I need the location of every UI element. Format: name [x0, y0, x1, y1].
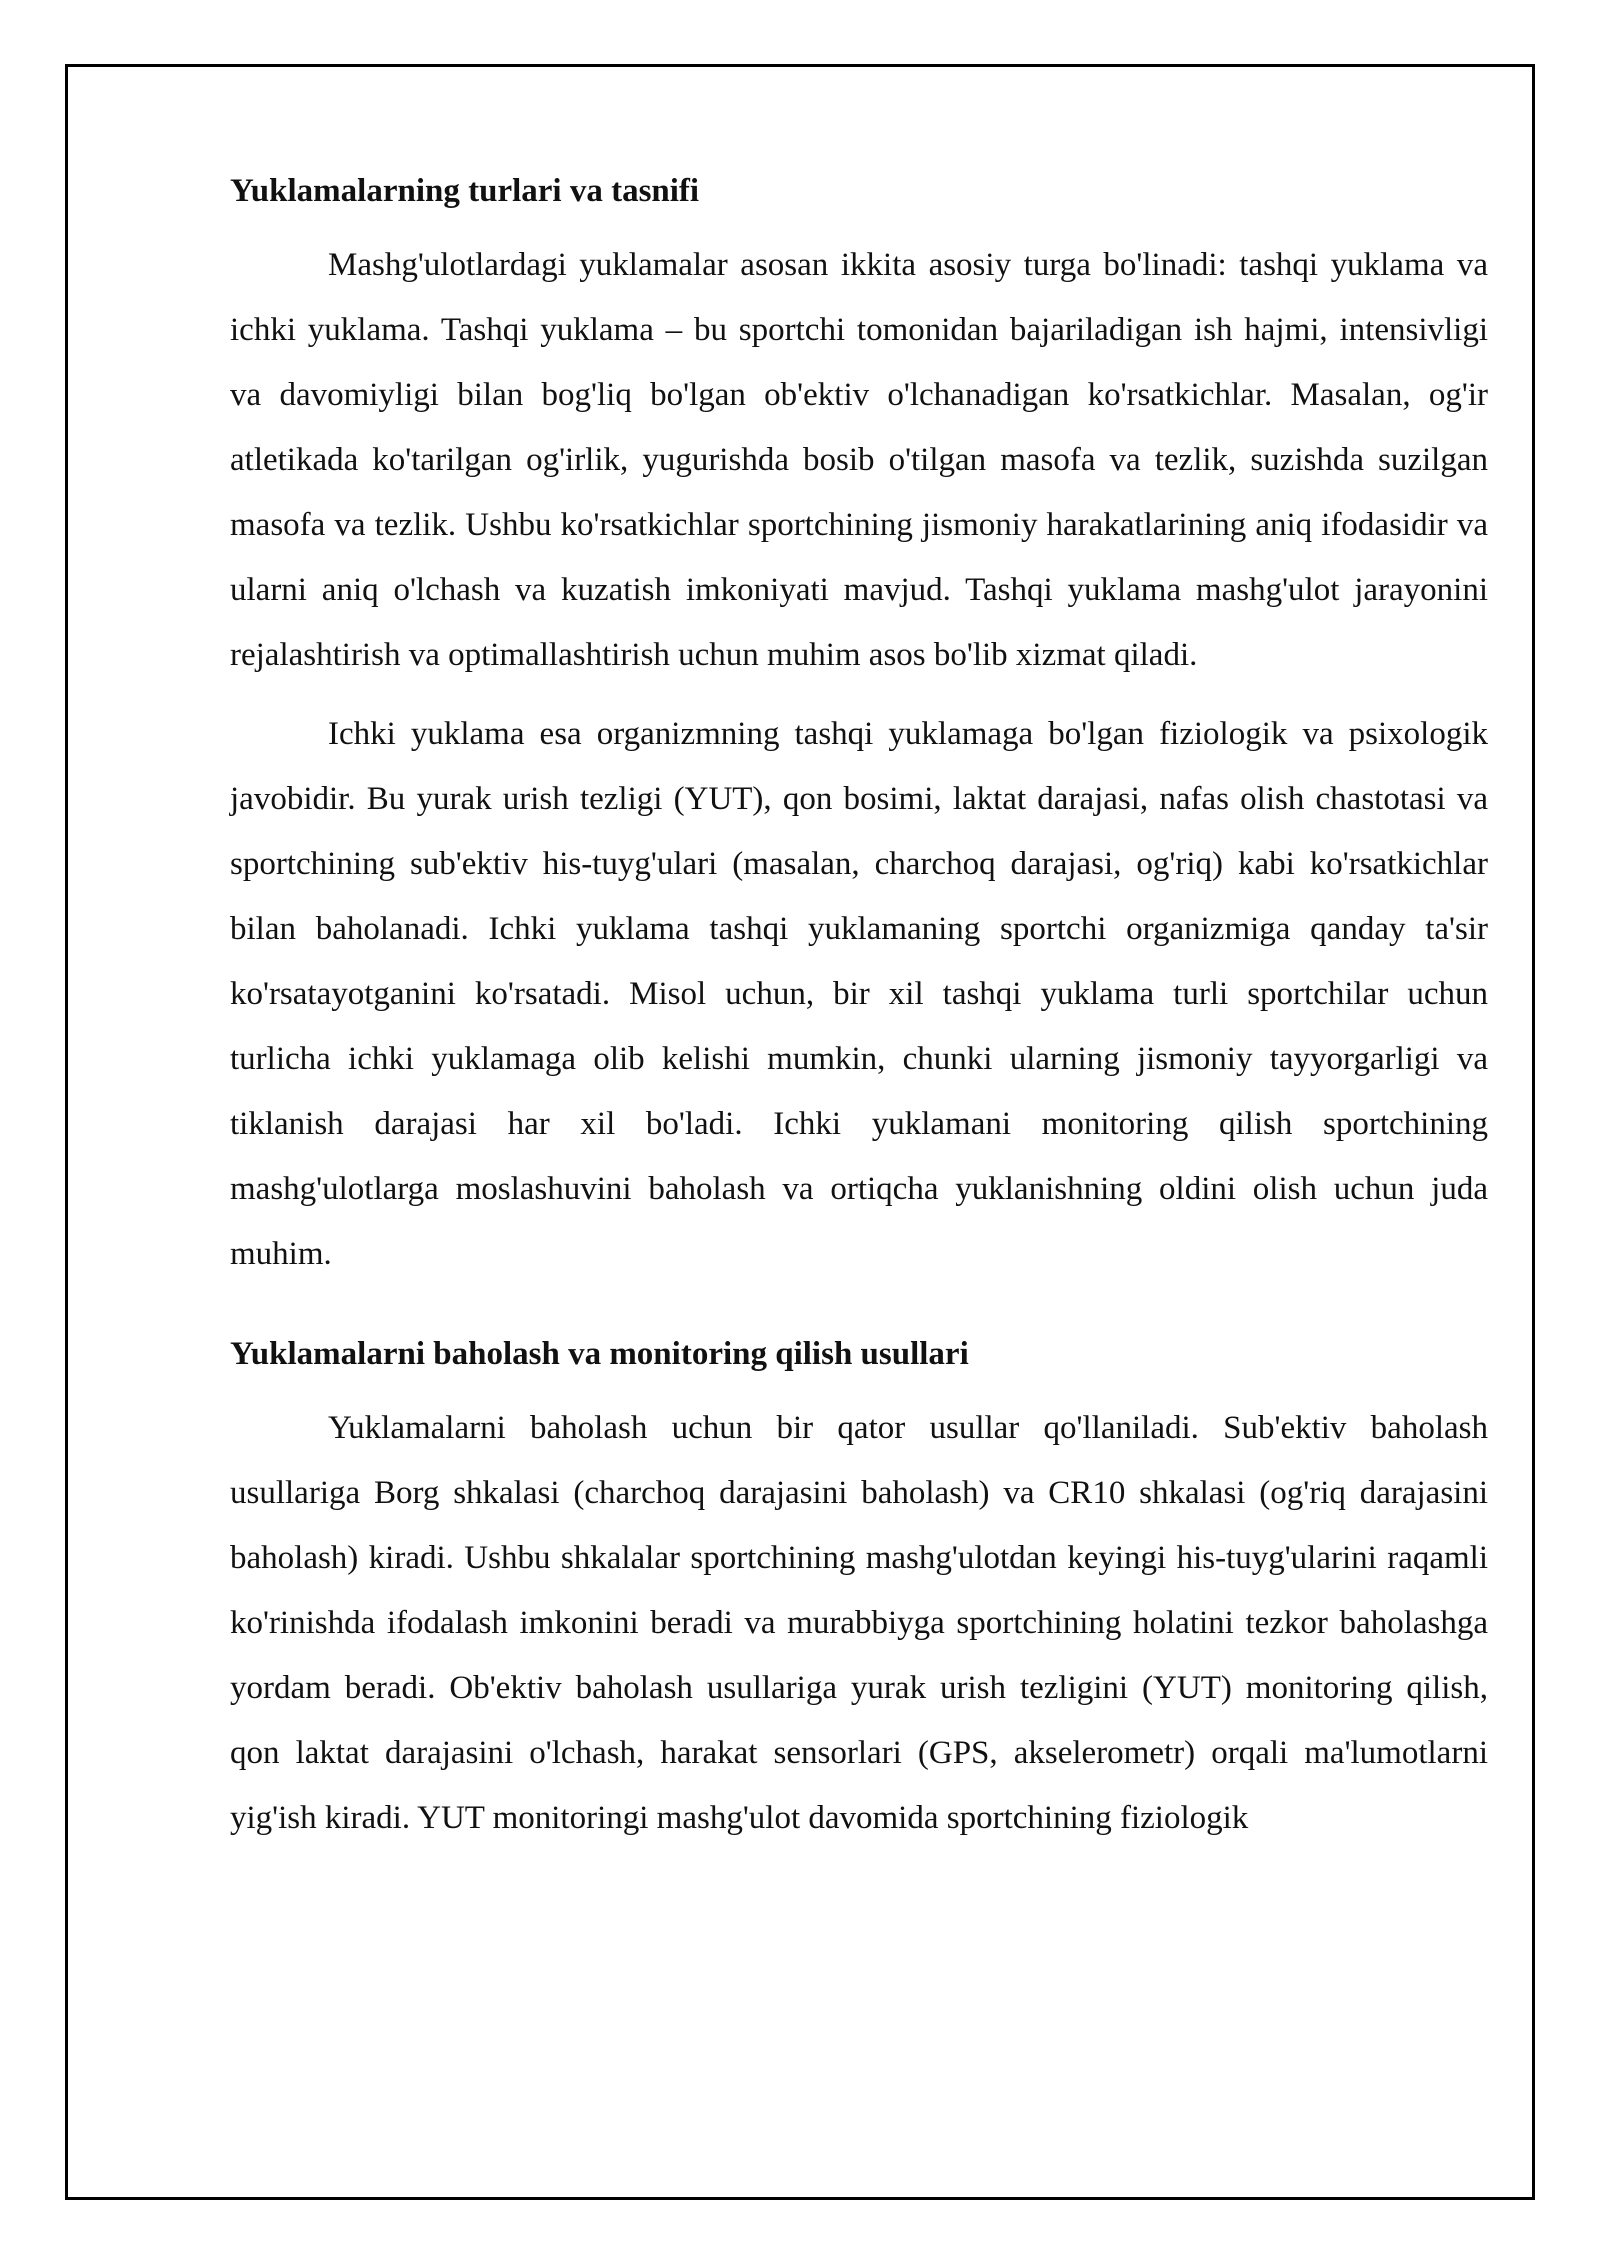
document-body	[230, 170, 1488, 1865]
section-heading-assessment-methods: Yuklamalarni baholash va monitoring qilish usullari	[230, 1335, 969, 1372]
paragraph-internal-load: Ichki yuklama esa organizmning tashqi yuklamaga bo'lgan fiziologik va psixologik javobidir. Bu yurak urish tezligi (YUT), qon bosimi, laktat darajasi, nafas olish chastotasi va sportchining sub'ektiv his-tuyg'ulari (masalan, charchoq darajasi, og'riq) kabi ko'rsatkichlar bilan baholanadi. Ichki yuklama tashqi yuklamaning sportchi organizmiga qanday ta'sir ko'rsatayotganini ko'rsatadi. Misol uchun, bir xil tashqi yuklama turli sportchilar uchun turlicha ichki yuklamaga olib kelishi mumkin, chunki ularning jismoniy tayyorgarligi va tiklanish darajasi har xil bo'ladi. Ichki yuklamani monitoring qilish sportchining mashg'ulotlarga moslashuvini baholash va ortiqcha yuklanishning oldini olish uchun juda muhim.	[230, 715, 1488, 1272]
paragraph-assessment-methods: Yuklamalarni baholash uchun bir qator usullar qo'llaniladi. Sub'ektiv baholash usullariga Borg shkalasi (charchoq darajasini baholash) va CR10 shkalasi (og'riq darajasini baholash) kiradi. Ushbu shkalalar sportchining mashg'ulotdan keyingi his-tuyg'ularini raqamli ko'rinishda ifodalash imkonini beradi va murabbiyga sportchining holatini tezkor baholashga yordam beradi. Ob'ektiv baholash usullariga yurak urish tezligini (YUT) monitoring qilish, qon laktat darajasini o'lchash, harakat sensorlari (GPS, akselerometr) orqali ma'lumotlarni yig'ish kiradi. YUT monitoringi mashg'ulot davomida sportchining fiziologik	[230, 1409, 1488, 1836]
section-heading-load-types: Yuklamalarning turlari va tasnifi	[230, 173, 700, 209]
paragraph-external-load: Mashg'ulotlardagi yuklamalar asosan ikkita asosiy turga bo'linadi: tashqi yuklama va ichki yuklama. Tashqi yuklama – bu sportchi tomonidan bajariladigan ish hajmi, intensivligi va davomiyligi bilan bog'liq bo'lgan ob'ektiv o'lchanadigan ko'rsatkichlar. Masalan, og'ir atletikada ko'tarilgan og'irlik, yugurishda bosib o'tilgan masofa va tezlik, suzishda suzilgan masofa va tezlik. Ushbu ko'rsatkichlar sportchining jismoniy harakatlarining aniq ifodasidir va ularni aniq o'lchash va kuzatish imkoniyati mavjud. Tashqi yuklama mashg'ulot jarayonini rejalashtirish va optimallashtirish uchun muhim asos bo'lib xizmat qiladi.	[230, 246, 1488, 673]
